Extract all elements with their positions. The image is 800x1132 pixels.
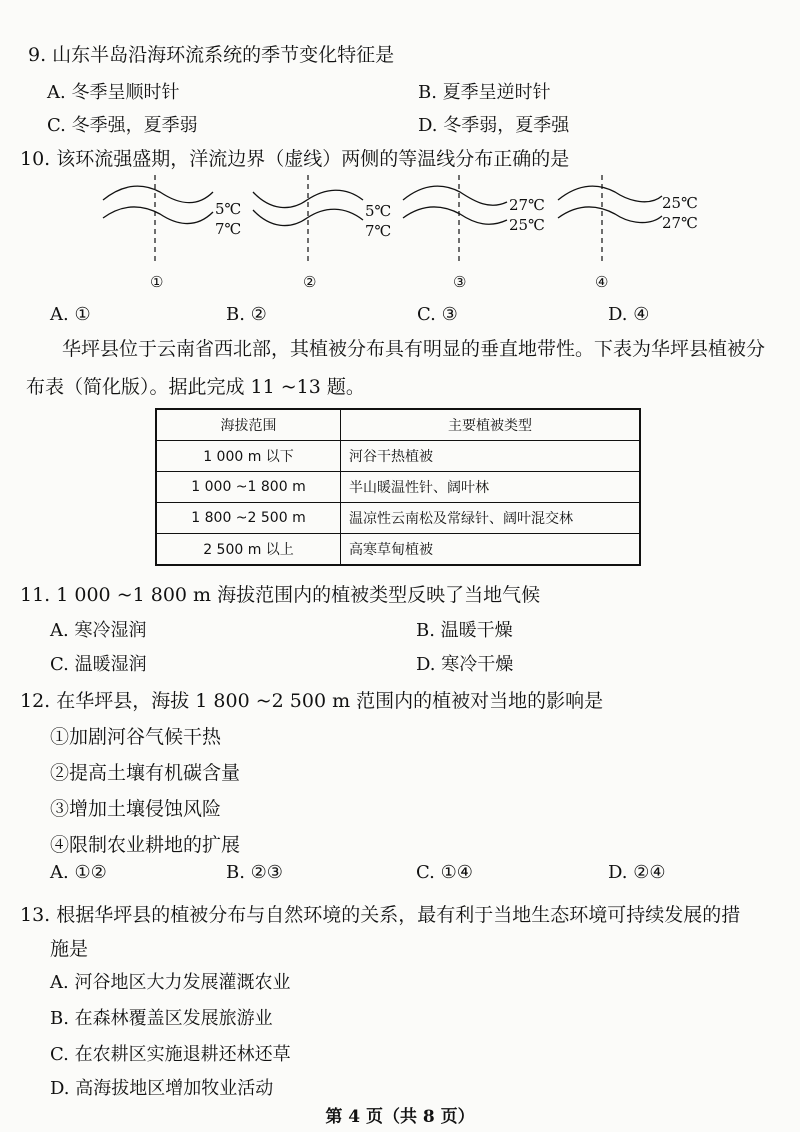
table-row (156, 472, 640, 503)
table-header-row (156, 409, 640, 441)
q10-option-d: D. ④ (608, 304, 650, 325)
isotherm-upper-line (558, 186, 662, 202)
table-cell-vegetation: 高寒草甸植被 (341, 534, 641, 566)
diagram-2-lower-label: 7℃ (365, 222, 392, 240)
q13-option-d: D. 高海拔地区增加牧业活动 (50, 1078, 274, 1099)
table-cell-altitude: 1 000 ~1 800 m (156, 472, 341, 503)
q10-stem: 10. 该环流强盛期，洋流边界（虚线）两侧的等温线分布正确的是 (20, 148, 570, 170)
table-cell-altitude: 1 800 ~2 500 m (156, 503, 341, 534)
diagram-3-number: ③ (453, 273, 467, 291)
diagram-2-upper-label: 5℃ (365, 202, 392, 220)
q13-stem-line1: 13. 根据华坪县的植被分布与自然环境的关系，最有利于当地生态环境可持续发展的措 (20, 904, 741, 926)
table-header-altitude: 海拔范围 (156, 409, 341, 441)
isotherm-lower-line (403, 207, 507, 224)
q9-option-b: B. 夏季呈逆时针 (418, 82, 551, 103)
page-footer: 第 4 页（共 8 页） (325, 1107, 475, 1127)
q9-option-a: A. 冬季呈顺时针 (47, 82, 180, 103)
q10-option-c: C. ③ (417, 304, 458, 325)
q12-item-1: ①加剧河谷气候干热 (50, 726, 222, 748)
intro-paragraph: 华坪县位于云南省西北部，其植被分布具有明显的垂直地带性。下表为华坪县植被分布表（简化版）。据此完成 11 ~13 题。 (26, 338, 766, 398)
table-row (156, 503, 640, 534)
diagram-1-lower-label: 7℃ (215, 220, 242, 238)
diagram-2-number: ② (303, 273, 317, 291)
diagram-3-upper-label: 27℃ (509, 196, 545, 214)
diagram-4-upper-label: 25℃ (662, 194, 698, 212)
table-cell-altitude: 2 500 m 以上 (156, 534, 341, 566)
table-cell-altitude: 1 000 m 以下 (156, 441, 341, 472)
table-cell-vegetation: 温凉性云南松及常绿针、阔叶混交林 (341, 503, 641, 534)
isotherm-upper-line (103, 186, 213, 203)
table-row (156, 534, 640, 566)
q11-stem: 11. 1 000 ~1 800 m 海拔范围内的植被类型反映了当地气候 (20, 584, 541, 606)
isotherm-lower-line (558, 207, 662, 223)
q11-option-b: B. 温暖干燥 (416, 620, 513, 641)
q9-option-d: D. 冬季弱，夏季强 (418, 115, 570, 136)
q12-option-a: A. ①② (50, 862, 107, 883)
table-row (156, 441, 640, 472)
q9-stem: 9. 山东半岛沿海环流系统的季节变化特征是 (28, 44, 395, 66)
q12-option-b: B. ②③ (226, 862, 283, 883)
isotherm-upper-line (403, 186, 507, 205)
q12-option-c: C. ①④ (416, 862, 473, 883)
diagram-4-lower-label: 27℃ (662, 214, 698, 232)
q13-option-a: A. 河谷地区大力发展灌溉农业 (50, 972, 291, 993)
q12-item-2: ②提高土壤有机碳含量 (50, 762, 241, 784)
diagram-3-lower-label: 25℃ (509, 216, 545, 234)
isotherm-lower-line (103, 207, 213, 224)
q11-option-a: A. 寒冷湿润 (50, 620, 147, 641)
isotherm-diagram-2 (245, 170, 385, 270)
vegetation-table (155, 408, 641, 566)
q12-item-4: ④限制农业耕地的扩展 (50, 834, 241, 856)
q13-option-c: C. 在农耕区实施退耕还林还草 (50, 1044, 291, 1065)
q10-option-a: A. ① (50, 304, 91, 325)
diagram-4-number: ④ (595, 273, 609, 291)
q12-stem: 12. 在华坪县，海拔 1 800 ~2 500 m 范围内的植被对当地的影响是 (20, 690, 604, 712)
table-header-vegetation: 主要植被类型 (341, 409, 641, 441)
q10-option-b: B. ② (226, 304, 267, 325)
q12-item-3: ③增加土壤侵蚀风险 (50, 798, 222, 820)
q13-option-b: B. 在森林覆盖区发展旅游业 (50, 1008, 273, 1029)
q11-option-c: C. 温暖湿润 (50, 654, 147, 675)
q13-stem-line2: 施是 (50, 938, 89, 960)
diagram-1-number: ① (150, 273, 164, 291)
q9-option-c: C. 冬季强，夏季弱 (47, 115, 198, 136)
isotherm-diagram-1 (95, 170, 235, 270)
table-cell-vegetation: 半山暖温性针、阔叶林 (341, 472, 641, 503)
q12-option-d: D. ②④ (608, 862, 666, 883)
q11-option-d: D. 寒冷干燥 (416, 654, 514, 675)
table-cell-vegetation: 河谷干热植被 (341, 441, 641, 472)
diagram-1-upper-label: 5℃ (215, 200, 242, 218)
